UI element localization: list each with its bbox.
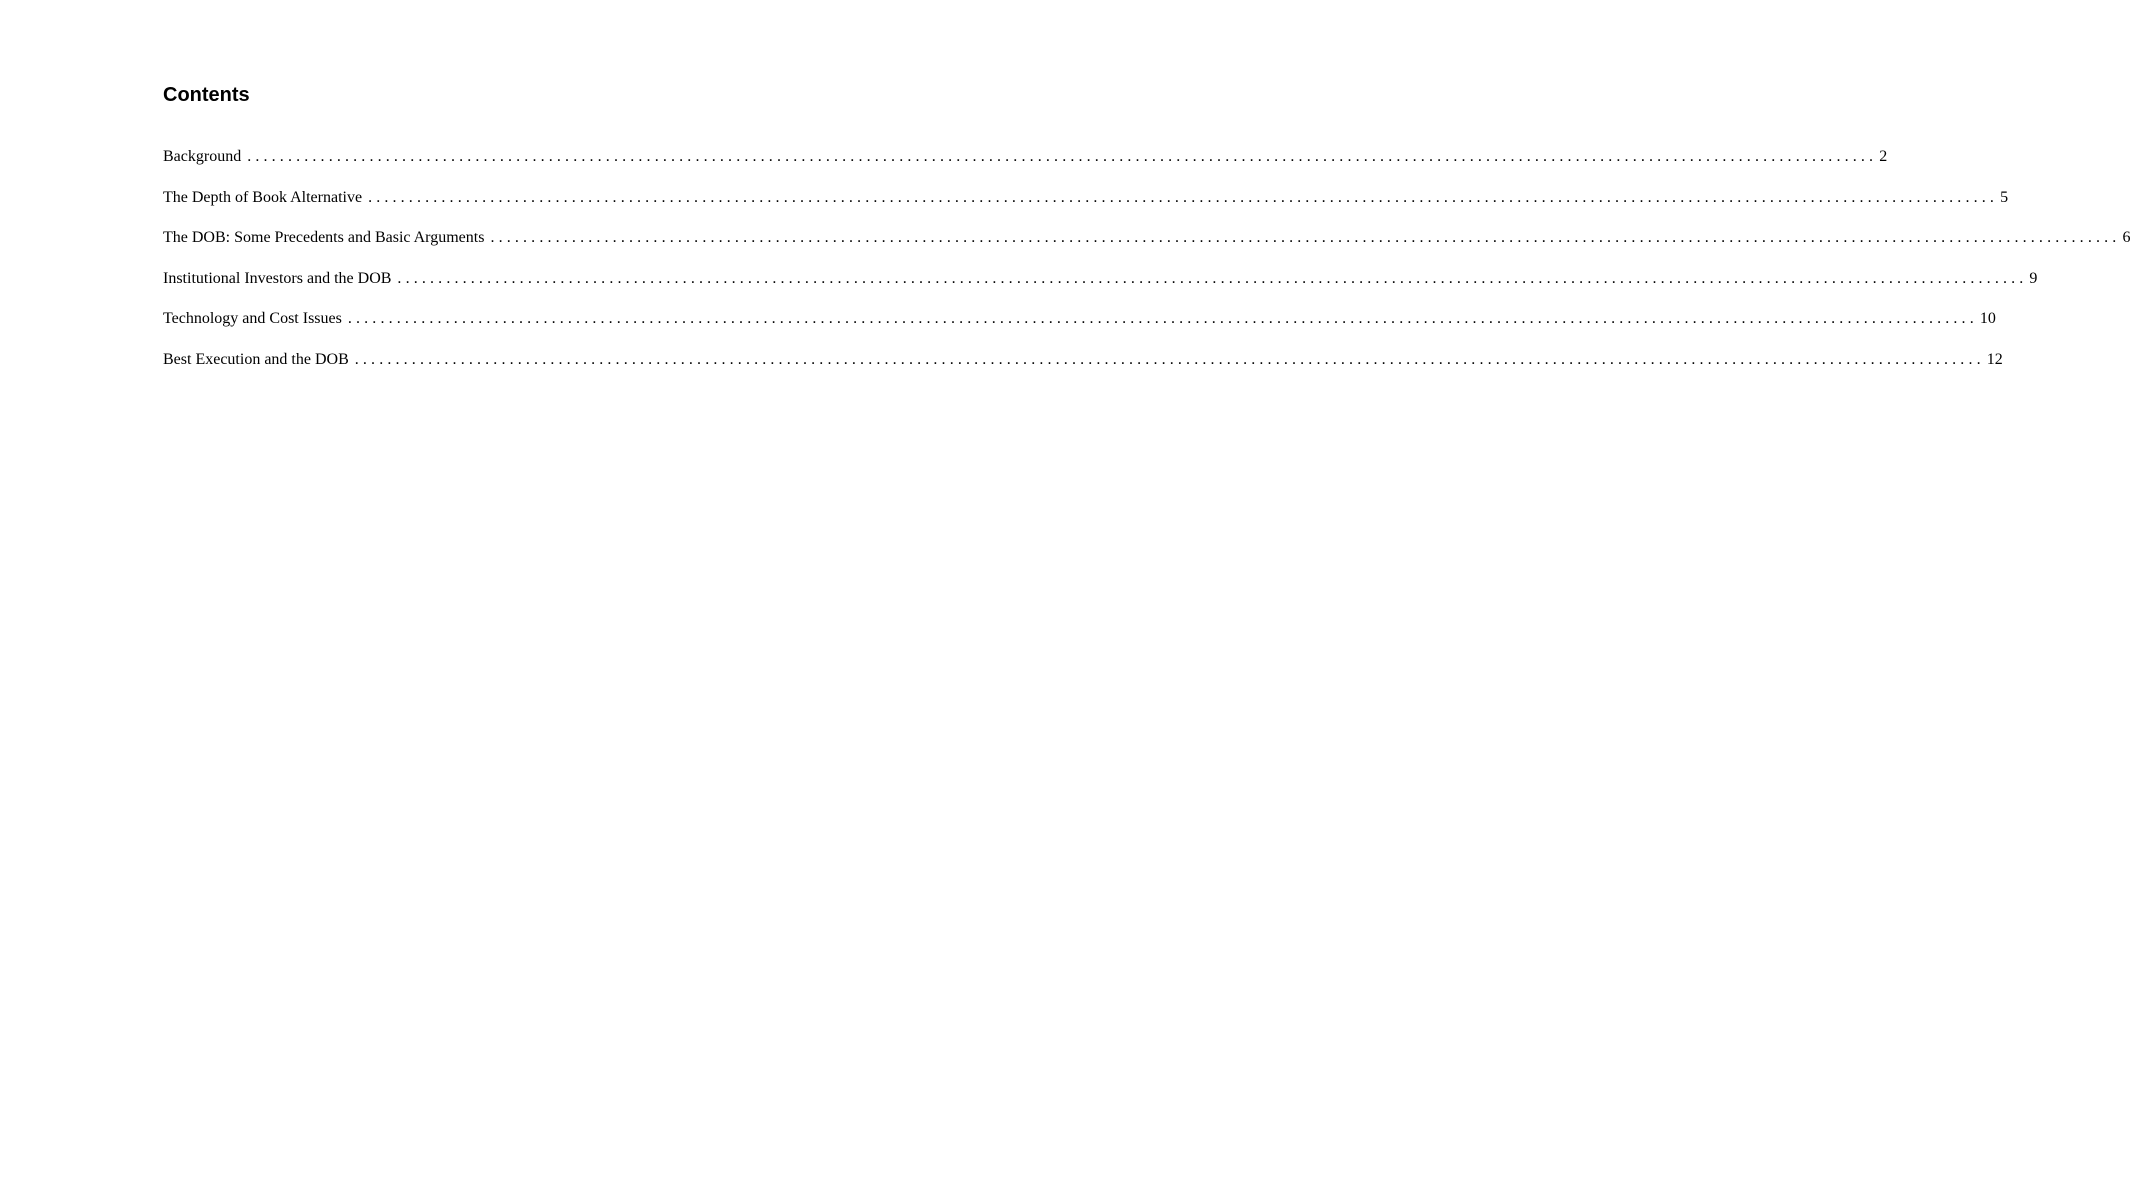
toc-entry-technology-cost[interactable] bbox=[163, 307, 1996, 348]
toc-entry-page-number: 12 bbox=[1986, 350, 2003, 368]
toc-entry-page-number: 5 bbox=[2000, 188, 2009, 206]
dot-leader: ........................................................................................................................................................................................................ bbox=[397, 269, 2028, 287]
toc-entry-page-number: 10 bbox=[1979, 310, 1996, 328]
dot-leader: ........................................................................................................................................................................................................ bbox=[490, 229, 2121, 247]
contents-heading: Contents bbox=[163, 84, 250, 106]
dot-leader: ........................................................................................................................................................................................................ bbox=[347, 310, 1978, 328]
dot-leader: ........................................................................................................................................................................................................ bbox=[247, 148, 1878, 165]
dot-leader: ........................................................................................................................................................................................................ bbox=[354, 350, 1985, 368]
toc-entry-dob-precedents[interactable] bbox=[163, 226, 2130, 267]
toc-entry-depth-of-book-alternative[interactable] bbox=[163, 186, 2009, 227]
toc-entry-title: Institutional Investors and the DOB bbox=[163, 269, 392, 287]
toc-entry-title: The DOB: Some Precedents and Basic Arguments bbox=[163, 229, 485, 247]
toc-entry-page-number: 2 bbox=[1879, 148, 1888, 165]
toc-entry-title: Technology and Cost Issues bbox=[163, 310, 342, 328]
toc-entry-page-number: 9 bbox=[2029, 269, 2038, 287]
toc-entry-best-execution[interactable] bbox=[163, 348, 2003, 389]
toc-entry-page-number: 6 bbox=[2122, 229, 2130, 247]
dot-leader: ........................................................................................................................................................................................................ bbox=[368, 188, 1999, 206]
toc-entry-institutional-investors[interactable] bbox=[163, 267, 2038, 308]
toc-entry-title: The Depth of Book Alternative bbox=[163, 188, 363, 206]
toc-entry-title: Best Execution and the DOB bbox=[163, 350, 349, 368]
table-of-contents bbox=[163, 145, 2130, 389]
toc-entry-background[interactable] bbox=[163, 145, 1888, 186]
toc-entry-title: Background bbox=[163, 148, 242, 165]
